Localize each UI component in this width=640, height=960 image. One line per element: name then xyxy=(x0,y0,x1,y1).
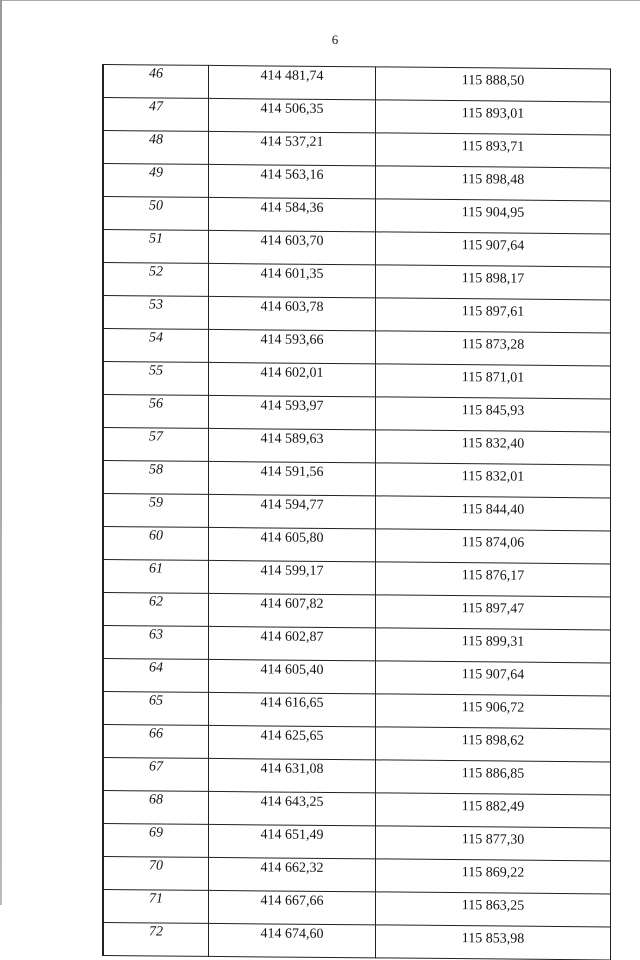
y-coordinate-cell: 115 907,64 xyxy=(376,661,611,696)
table-row xyxy=(103,395,611,432)
y-coordinate-cell: 115 886,85 xyxy=(376,760,611,795)
point-number-cell: 69 xyxy=(103,824,209,858)
y-coordinate-cell: 115 873,28 xyxy=(376,331,611,366)
x-coordinate-cell: 414 625,65 xyxy=(209,725,376,759)
y-coordinate-cell: 115 871,01 xyxy=(376,364,611,399)
y-coordinate-cell: 115 907,64 xyxy=(376,232,611,267)
y-coordinate-cell: 115 904,95 xyxy=(376,199,611,234)
table-row xyxy=(103,824,611,861)
coordinates-table xyxy=(102,64,611,960)
x-coordinate-cell: 414 651,49 xyxy=(209,824,376,858)
table-row xyxy=(103,758,611,795)
x-coordinate-cell: 414 643,25 xyxy=(209,791,376,825)
x-coordinate-cell: 414 605,80 xyxy=(209,527,376,561)
point-number-cell: 58 xyxy=(103,461,209,495)
point-number-cell: 50 xyxy=(103,197,209,231)
x-coordinate-cell: 414 616,65 xyxy=(209,692,376,726)
table-row xyxy=(103,263,611,300)
point-number-cell: 72 xyxy=(103,923,209,957)
y-coordinate-cell: 115 882,49 xyxy=(376,793,611,828)
y-coordinate-cell: 115 853,98 xyxy=(376,925,611,960)
table-row xyxy=(103,230,611,267)
x-coordinate-cell: 414 602,01 xyxy=(209,362,376,396)
x-coordinate-cell: 414 591,56 xyxy=(209,461,376,495)
table-row xyxy=(103,560,611,597)
table-row xyxy=(103,890,611,927)
table-row xyxy=(103,461,611,498)
x-coordinate-cell: 414 506,35 xyxy=(209,98,376,132)
x-coordinate-cell: 414 593,97 xyxy=(209,395,376,429)
x-coordinate-cell: 414 603,70 xyxy=(209,230,376,264)
y-coordinate-cell: 115 899,31 xyxy=(376,628,611,663)
coordinates-table-body xyxy=(103,65,611,960)
table-row xyxy=(103,593,611,630)
y-coordinate-cell: 115 832,40 xyxy=(376,430,611,465)
x-coordinate-cell: 414 601,35 xyxy=(209,263,376,297)
table-row xyxy=(103,494,611,531)
x-coordinate-cell: 414 589,63 xyxy=(209,428,376,462)
table-row xyxy=(103,527,611,564)
table-row xyxy=(103,65,611,102)
table-row xyxy=(103,659,611,696)
y-coordinate-cell: 115 877,30 xyxy=(376,826,611,861)
point-number-cell: 46 xyxy=(103,65,209,99)
table-row xyxy=(103,428,611,465)
x-coordinate-cell: 414 607,82 xyxy=(209,593,376,627)
x-coordinate-cell: 414 594,77 xyxy=(209,494,376,528)
table-row xyxy=(103,197,611,234)
y-coordinate-cell: 115 874,06 xyxy=(376,529,611,564)
x-coordinate-cell: 414 593,66 xyxy=(209,329,376,363)
x-coordinate-cell: 414 599,17 xyxy=(209,560,376,594)
page-top-edge xyxy=(0,0,640,1)
y-coordinate-cell: 115 844,40 xyxy=(376,496,611,531)
x-coordinate-cell: 414 537,21 xyxy=(209,131,376,165)
y-coordinate-cell: 115 876,17 xyxy=(376,562,611,597)
table-row xyxy=(103,791,611,828)
table-row xyxy=(103,131,611,168)
point-number-cell: 61 xyxy=(103,560,209,594)
y-coordinate-cell: 115 906,72 xyxy=(376,694,611,729)
point-number-cell: 62 xyxy=(103,593,209,627)
x-coordinate-cell: 414 563,16 xyxy=(209,164,376,198)
y-coordinate-cell: 115 897,47 xyxy=(376,595,611,630)
x-coordinate-cell: 414 631,08 xyxy=(209,758,376,792)
point-number-cell: 67 xyxy=(103,758,209,792)
table-row xyxy=(103,296,611,333)
point-number-cell: 49 xyxy=(103,164,209,198)
table-row xyxy=(103,725,611,762)
point-number-cell: 56 xyxy=(103,395,209,429)
table-row xyxy=(103,923,611,960)
point-number-cell: 57 xyxy=(103,428,209,462)
x-coordinate-cell: 414 584,36 xyxy=(209,197,376,231)
point-number-cell: 59 xyxy=(103,494,209,528)
point-number-cell: 68 xyxy=(103,791,209,825)
y-coordinate-cell: 115 893,01 xyxy=(376,100,611,135)
table-row xyxy=(103,362,611,399)
y-coordinate-cell: 115 869,22 xyxy=(376,859,611,894)
point-number-cell: 60 xyxy=(103,527,209,561)
point-number-cell: 71 xyxy=(103,890,209,924)
y-coordinate-cell: 115 845,93 xyxy=(376,397,611,432)
point-number-cell: 53 xyxy=(103,296,209,330)
x-coordinate-cell: 414 481,74 xyxy=(209,65,376,99)
y-coordinate-cell: 115 897,61 xyxy=(376,298,611,333)
x-coordinate-cell: 414 602,87 xyxy=(209,626,376,660)
point-number-cell: 54 xyxy=(103,329,209,363)
y-coordinate-cell: 115 898,48 xyxy=(376,166,611,201)
point-number-cell: 51 xyxy=(103,230,209,264)
x-coordinate-cell: 414 674,60 xyxy=(209,923,376,957)
y-coordinate-cell: 115 888,50 xyxy=(376,67,611,102)
point-number-cell: 65 xyxy=(103,692,209,726)
point-number-cell: 48 xyxy=(103,131,209,165)
point-number-cell: 70 xyxy=(103,857,209,891)
y-coordinate-cell: 115 832,01 xyxy=(376,463,611,498)
point-number-cell: 63 xyxy=(103,626,209,660)
x-coordinate-cell: 414 667,66 xyxy=(209,890,376,924)
y-coordinate-cell: 115 893,71 xyxy=(376,133,611,168)
point-number-cell: 64 xyxy=(103,659,209,693)
y-coordinate-cell: 115 898,62 xyxy=(376,727,611,762)
table-row xyxy=(103,98,611,135)
point-number-cell: 66 xyxy=(103,725,209,759)
y-coordinate-cell: 115 863,25 xyxy=(376,892,611,927)
y-coordinate-cell: 115 898,17 xyxy=(376,265,611,300)
table-row xyxy=(103,857,611,894)
x-coordinate-cell: 414 662,32 xyxy=(209,857,376,891)
table-row xyxy=(103,329,611,366)
page-left-edge xyxy=(0,0,2,905)
x-coordinate-cell: 414 605,40 xyxy=(209,659,376,693)
point-number-cell: 52 xyxy=(103,263,209,297)
table-row xyxy=(103,164,611,201)
x-coordinate-cell: 414 603,78 xyxy=(209,296,376,330)
point-number-cell: 47 xyxy=(103,98,209,132)
table-row xyxy=(103,626,611,663)
point-number-cell: 55 xyxy=(103,362,209,396)
page-number: 6 xyxy=(331,32,339,47)
table-row xyxy=(103,692,611,729)
